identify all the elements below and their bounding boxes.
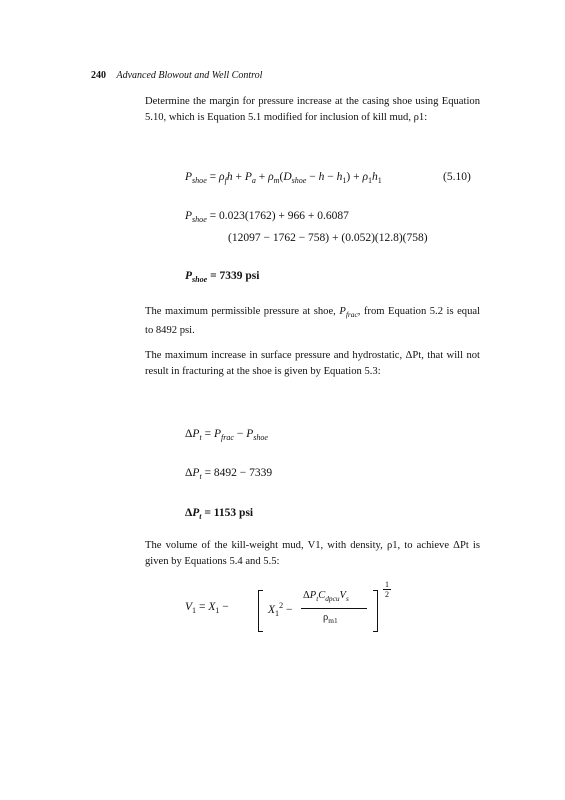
- exponent-denominator: 2: [385, 590, 389, 599]
- paragraph-kill-mud-volume: The volume of the kill-weight mud, V1, with density, ρ1, to achieve ΔPt is given by Equations 5.4 and 5.5:: [145, 540, 480, 567]
- fraction-numerator: $\Delta P_tC_{dpcu}V_s$: [303, 590, 349, 603]
- equation-number: (5.10): [443, 171, 471, 183]
- exponent-half: [383, 580, 391, 599]
- equation-dpt-substitution: $\Delta P_t = 8492 - 7339$: [185, 467, 273, 481]
- substitution-values: = 0.023(1762) + 966 + 0.6087: [209, 210, 349, 222]
- p2-lead: The maximum permissible pressure at shoe,: [145, 306, 336, 317]
- fraction-bar: [301, 608, 367, 609]
- equation-5-4: [180, 580, 450, 644]
- p2-trail: from Equation 5.2 is equal to 8492 psi.: [145, 306, 481, 336]
- equation-substitution-line1: $P_{shoe} = 0.023(1762) + 966 + 0.6087$: [185, 210, 349, 224]
- equation-shoe-result: $P_{shoe} = 7339$ psi: [185, 270, 260, 284]
- equation-dpt-result: $\Delta P_t = 1153$ psi: [185, 507, 254, 521]
- v1-lhs: $V_1 = X_1$ −: [185, 601, 229, 615]
- running-title: Advanced Blowout and Well Control: [116, 70, 263, 81]
- x1-squared: $X_1^2$ −: [268, 601, 293, 618]
- equation-5-10: $P_{shoe} = \rho_fh + P_a + \rho_m(D_{shoe} - h - h_1) + \rho_1h_1$: [185, 171, 382, 185]
- paragraph-max-increase: The maximum increase in surface pressure and hydrostatic, ΔPt, that will not result in fracturing at the shoe is given by Equation 5.3:: [145, 350, 480, 377]
- page-header: [91, 70, 262, 81]
- paragraph-intro: Determine the margin for pressure increase at the casing shoe using Equation 5.10, which is Equation 5.1 modified for inclusion of kill mud, ρ1:: [145, 96, 480, 123]
- dpt-substitution-values: = 8492 − 7339: [204, 467, 273, 479]
- paragraph-max-pressure: The maximum permissible pressure at shoe, $P_{frac}$, from Equation 5.2 is equal to 8492 psi.: [145, 306, 481, 336]
- left-bracket: [258, 590, 263, 632]
- dpt-result-value: = 1153 psi: [204, 507, 254, 519]
- right-bracket: [373, 590, 378, 632]
- page-number: 240: [91, 70, 106, 81]
- exponent-numerator: 1: [385, 580, 389, 589]
- equation-5-3: $\Delta P_t = P_{frac} - P_{shoe}$: [185, 428, 268, 442]
- shoe-result-value: = 7339 psi: [210, 270, 260, 282]
- equation-substitution-line2: (12097 − 1762 − 758) + (0.052)(12.8)(758): [228, 232, 428, 244]
- fraction-denominator: $\rho_{m1}$: [323, 612, 338, 625]
